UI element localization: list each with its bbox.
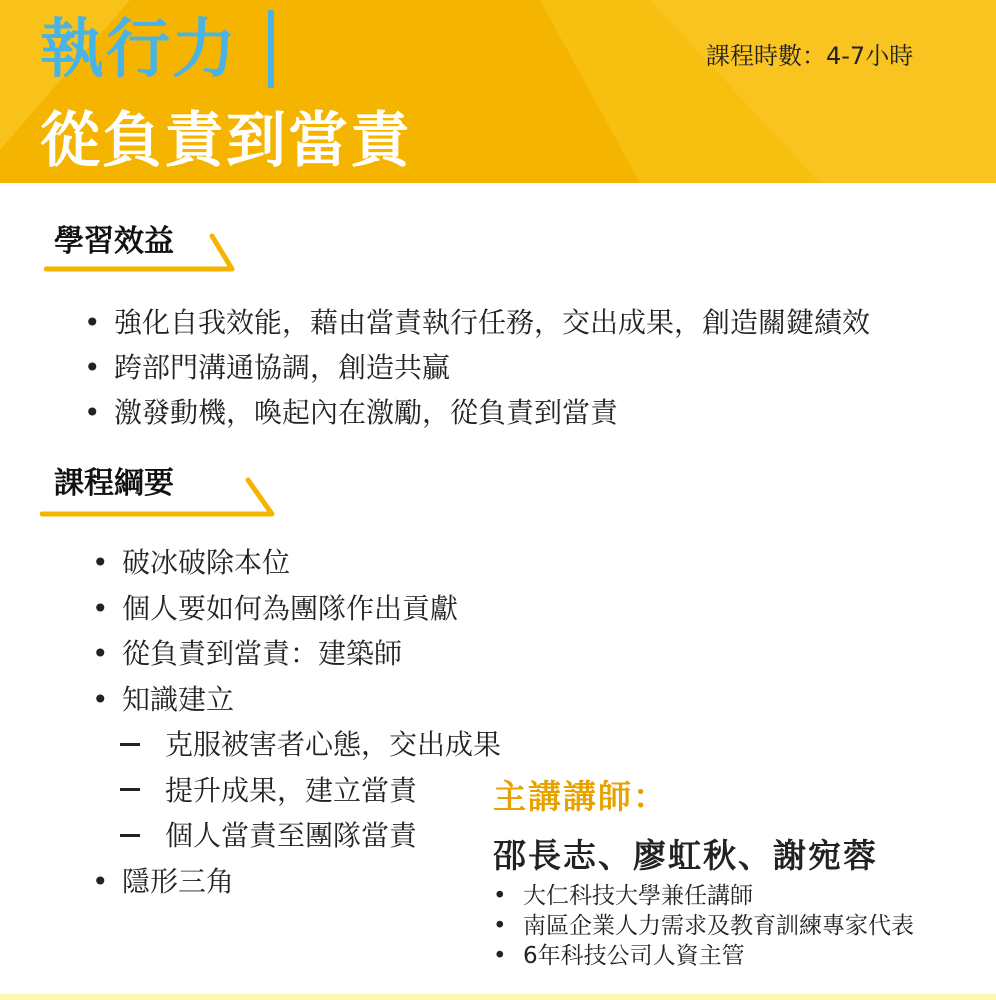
benefits-underline xyxy=(44,232,240,274)
list-item: • 隱形三角 xyxy=(92,859,501,905)
footer-bar xyxy=(0,994,996,1000)
list-item: • 知識建立 xyxy=(92,677,501,723)
list-item: • 從負責到當責：建築師 xyxy=(92,631,501,677)
sub-list-item: 個人當責至團隊當責 xyxy=(120,813,501,859)
title-divider xyxy=(268,10,274,88)
list-item: • 大仁科技大學兼任講師 xyxy=(493,881,914,911)
course-hours: 課程時數：4-7小時 xyxy=(706,42,914,70)
sub-list-item: 提升成果，建立當責 xyxy=(120,768,501,814)
sub-list-item: 克服被害者心態，交出成果 xyxy=(120,722,501,768)
outline-underline xyxy=(40,476,280,520)
instructor-credentials xyxy=(493,881,914,971)
instructor-label: 主講講師： xyxy=(493,777,668,816)
course-subtitle: 從負責到當責 xyxy=(40,106,412,176)
outline-list xyxy=(92,540,501,904)
benefits-list xyxy=(84,300,870,435)
list-item: • 破冰破除本位 xyxy=(92,540,501,586)
header-banner xyxy=(0,0,996,183)
list-item: • 跨部門溝通協調，創造共贏 xyxy=(84,345,870,390)
list-item: • 南區企業人力需求及教育訓練專家代表 xyxy=(493,911,914,941)
course-title: 執行力 xyxy=(40,13,238,87)
list-item: • 激發動機，喚起內在激勵，從負責到當責 xyxy=(84,390,870,435)
instructor-names: 邵長志、廖虹秋、謝宛蓉 xyxy=(493,836,878,875)
outline-heading: 課程綱要 xyxy=(54,466,174,501)
list-item: • 6年科技公司人資主管 xyxy=(493,941,914,971)
benefits-heading: 學習效益 xyxy=(54,224,174,259)
list-item: • 強化自我效能，藉由當責執行任務，交出成果，創造關鍵績效 xyxy=(84,300,870,345)
list-item: • 個人要如何為團隊作出貢獻 xyxy=(92,586,501,632)
